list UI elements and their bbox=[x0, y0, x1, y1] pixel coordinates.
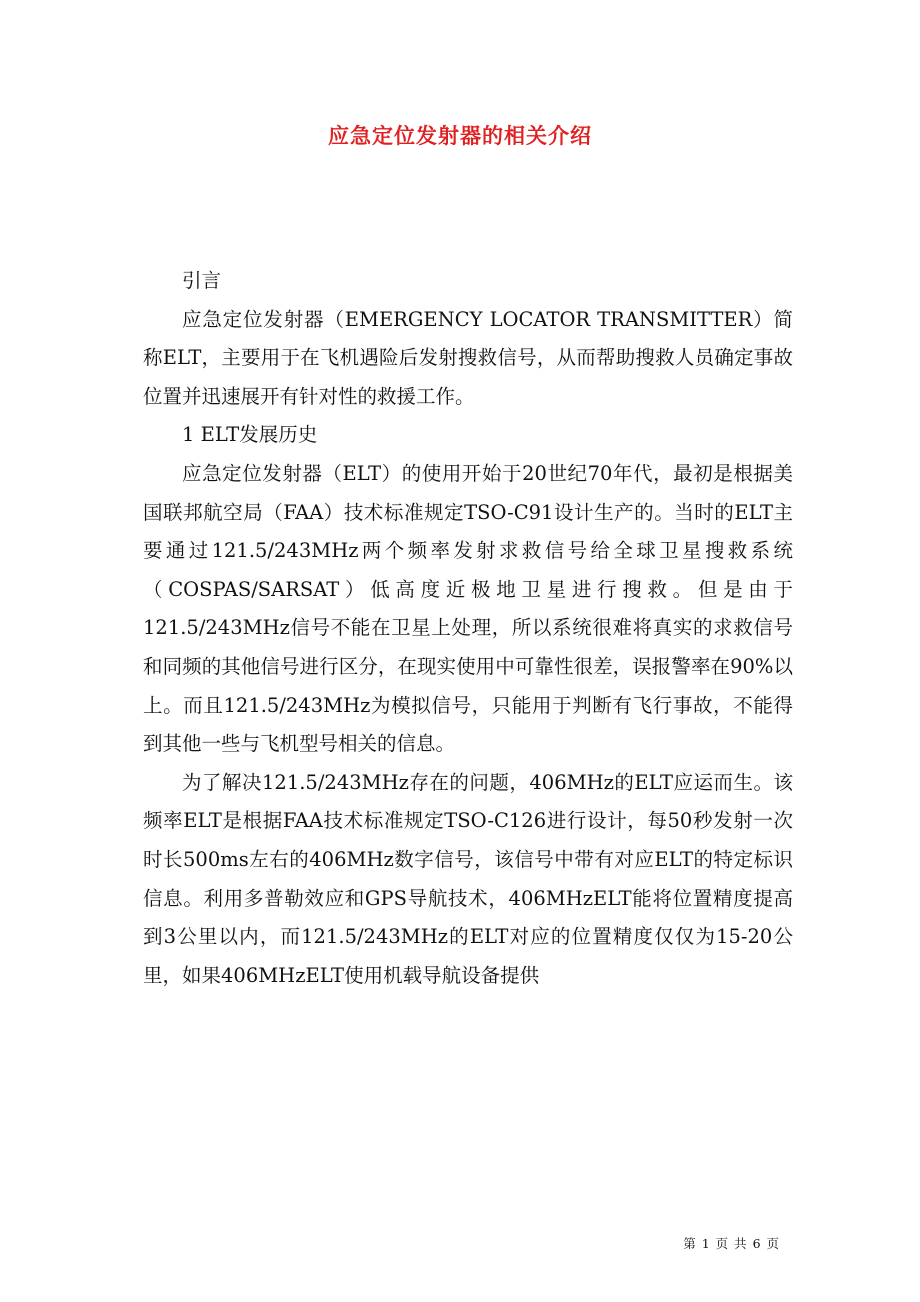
paragraph-intro-heading: 引言 bbox=[182, 269, 222, 292]
section-heading-elt-history: 1 ELT发展历史 bbox=[182, 423, 318, 447]
page-number: 第 1 页 共 6 页 bbox=[683, 1236, 780, 1251]
document-body bbox=[143, 262, 793, 995]
paragraph-elt-history: 应急定位发射器（ELT）的使用开始于20世纪70年代，最初是根据美国联邦航空局（FAA）技术标准规定TSO-C91设计生产的。当时的ELT主要通过121.5/243MHz两个频率发射求救信号给全球卫星搜救系统（COSPAS/SARSAT）低高度近极地卫星进行搜救。但是由于121.5/243MHz信号不能在卫星上处理，所以系统很难将真实的求救信号和同频的其他信号进行区分，在现实使用中可靠性很差，误报警率在90%以上。而且121.5/243MHz为模拟信号，只能用于判断有飞行事故，不能得到其他一些与飞机型号相关的信息。 bbox=[143, 461, 793, 756]
document-title: 应急定位发射器的相关介绍 bbox=[328, 123, 592, 148]
paragraph-intro: 应急定位发射器（EMERGENCY LOCATOR TRANSMITTER）简称ELT，主要用于在飞机遇险后发射搜救信号，从而帮助搜救人员确定事故位置并迅速展开有针对性的救援工作。 bbox=[143, 307, 793, 408]
paragraph-406mhz: 为了解决121.5/243MHz存在的问题，406MHz的ELT应运而生。该频率ELT是根据FAA技术标准规定TSO-C126进行设计，每50秒发射一次时长500ms左右的406MHz数字信号，该信号中带有对应ELT的特定标识信息。利用多普勒效应和GPS导航技术，406MHzELT能将位置精度提高到3公里以内，而121.5/243MHz的ELT对应的位置精度仅仅为15-20公里，如果406MHzELT使用机载导航设备提供 bbox=[143, 770, 793, 987]
